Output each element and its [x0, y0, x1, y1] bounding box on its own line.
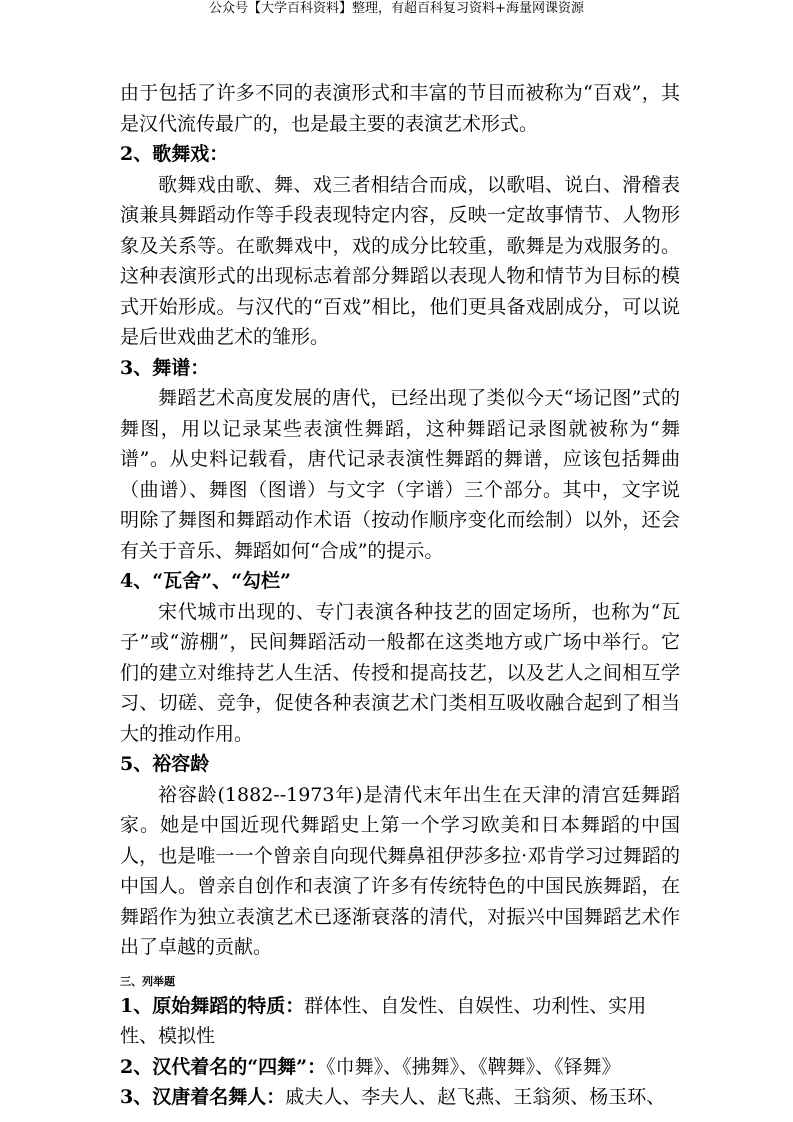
section-4: [120, 566, 680, 749]
list-item-value: 戚夫人、李夫人、赵飞燕、王翁须、杨玉环、: [285, 1086, 666, 1108]
section-heading: 4、“瓦舍”、“勾栏”: [120, 570, 291, 592]
section-heading: 2、歌舞戏：: [120, 143, 229, 165]
section-paragraph: 舞蹈艺术高度发展的唐代，已经出现了类似今天“场记图”式的舞图，用以记录某些表演性舞蹈，这种舞蹈记录图就被称为“舞谱”。从史料记载看，唐代记录表演性舞蹈的舞谱，应该包括舞曲（曲谱）、舞图（图谱）与文字（字谱）三个部分。其中，文字说明除了舞图和舞蹈动作术语（按动作顺序变化而绘制）以外，还会有关于音乐、舞蹈如何“合成”的提示。: [120, 387, 680, 562]
section-2: [120, 139, 680, 353]
page-header: 公众号【大学百科资料】整理，有超百科复习资料+海量网课资源: [209, 1, 584, 16]
section-3: [120, 353, 680, 567]
list-section-label: 三、列举题: [120, 974, 175, 988]
list-item: [120, 1082, 680, 1113]
list-item-value: 《巾舞》、《拂舞》、《鞞舞》、《铎舞》: [326, 1055, 621, 1078]
list-item-term: 2、汉代着名的“四舞”：: [120, 1055, 327, 1078]
list-item-term: 3、汉唐着名舞人：: [120, 1086, 286, 1108]
document-body: [120, 78, 680, 1113]
list-item-value: 群体性、自发性、自娱性、功利性、实用性、模拟性: [120, 994, 647, 1047]
section-paragraph: 歌舞戏由歌、舞、戏三者相结合而成，以歌唱、说白、滑稽表演兼具舞蹈动作等手段表现特定内容，反映一定故事情节、人物形象及关系等。在歌舞戏中，戏的成分比较重，歌舞是为戏服务的。这种表演形式的出现标志着部分舞蹈以表现人物和情节为目标的模式开始形成。与汉代的“百戏”相比，他们更具备戏剧成分，可以说是后世戏曲艺术的雏形。: [120, 173, 680, 348]
section-heading: 5、裕容龄: [120, 753, 210, 775]
list-item: [120, 991, 680, 1052]
intro-paragraph: 由于包括了许多不同的表演形式和丰富的节目而被称为“百戏”，其是汉代流传最广的，也是最主要的表演艺术形式。: [120, 82, 680, 135]
list-item: [120, 1052, 680, 1083]
section-heading: 3、舞谱：: [120, 356, 210, 379]
section-paragraph: 宋代城市出现的、专门表演各种技艺的固定场所，也称为“瓦子”或“游棚”，民间舞蹈活动一般都在这类地方或广场中举行。它们的建立对维持艺人生活、传授和提高技艺，以及艺人之间相互学习、切磋、竞争，促使各种表演艺术门类相互吸收融合起到了相当大的推动作用。: [120, 600, 680, 745]
section-5: [120, 749, 680, 963]
list-item-term: 1、原始舞蹈的特质：: [120, 994, 305, 1017]
section-paragraph: 裕容龄(1882--1973年)是清代末年出生在天津的清宫廷舞蹈家。她是中国近现代舞蹈史上第一个学习欧美和日本舞蹈的中国人，也是唯一一个曾亲自向现代舞鼻祖伊莎多拉·邓肯学习过舞蹈的中国人。曾亲自创作和表演了许多有传统特色的中国民族舞蹈，在舞蹈作为独立表演艺术已逐渐衰落的清代，对振兴中国舞蹈艺术作出了卓越的贡献。: [120, 783, 680, 958]
